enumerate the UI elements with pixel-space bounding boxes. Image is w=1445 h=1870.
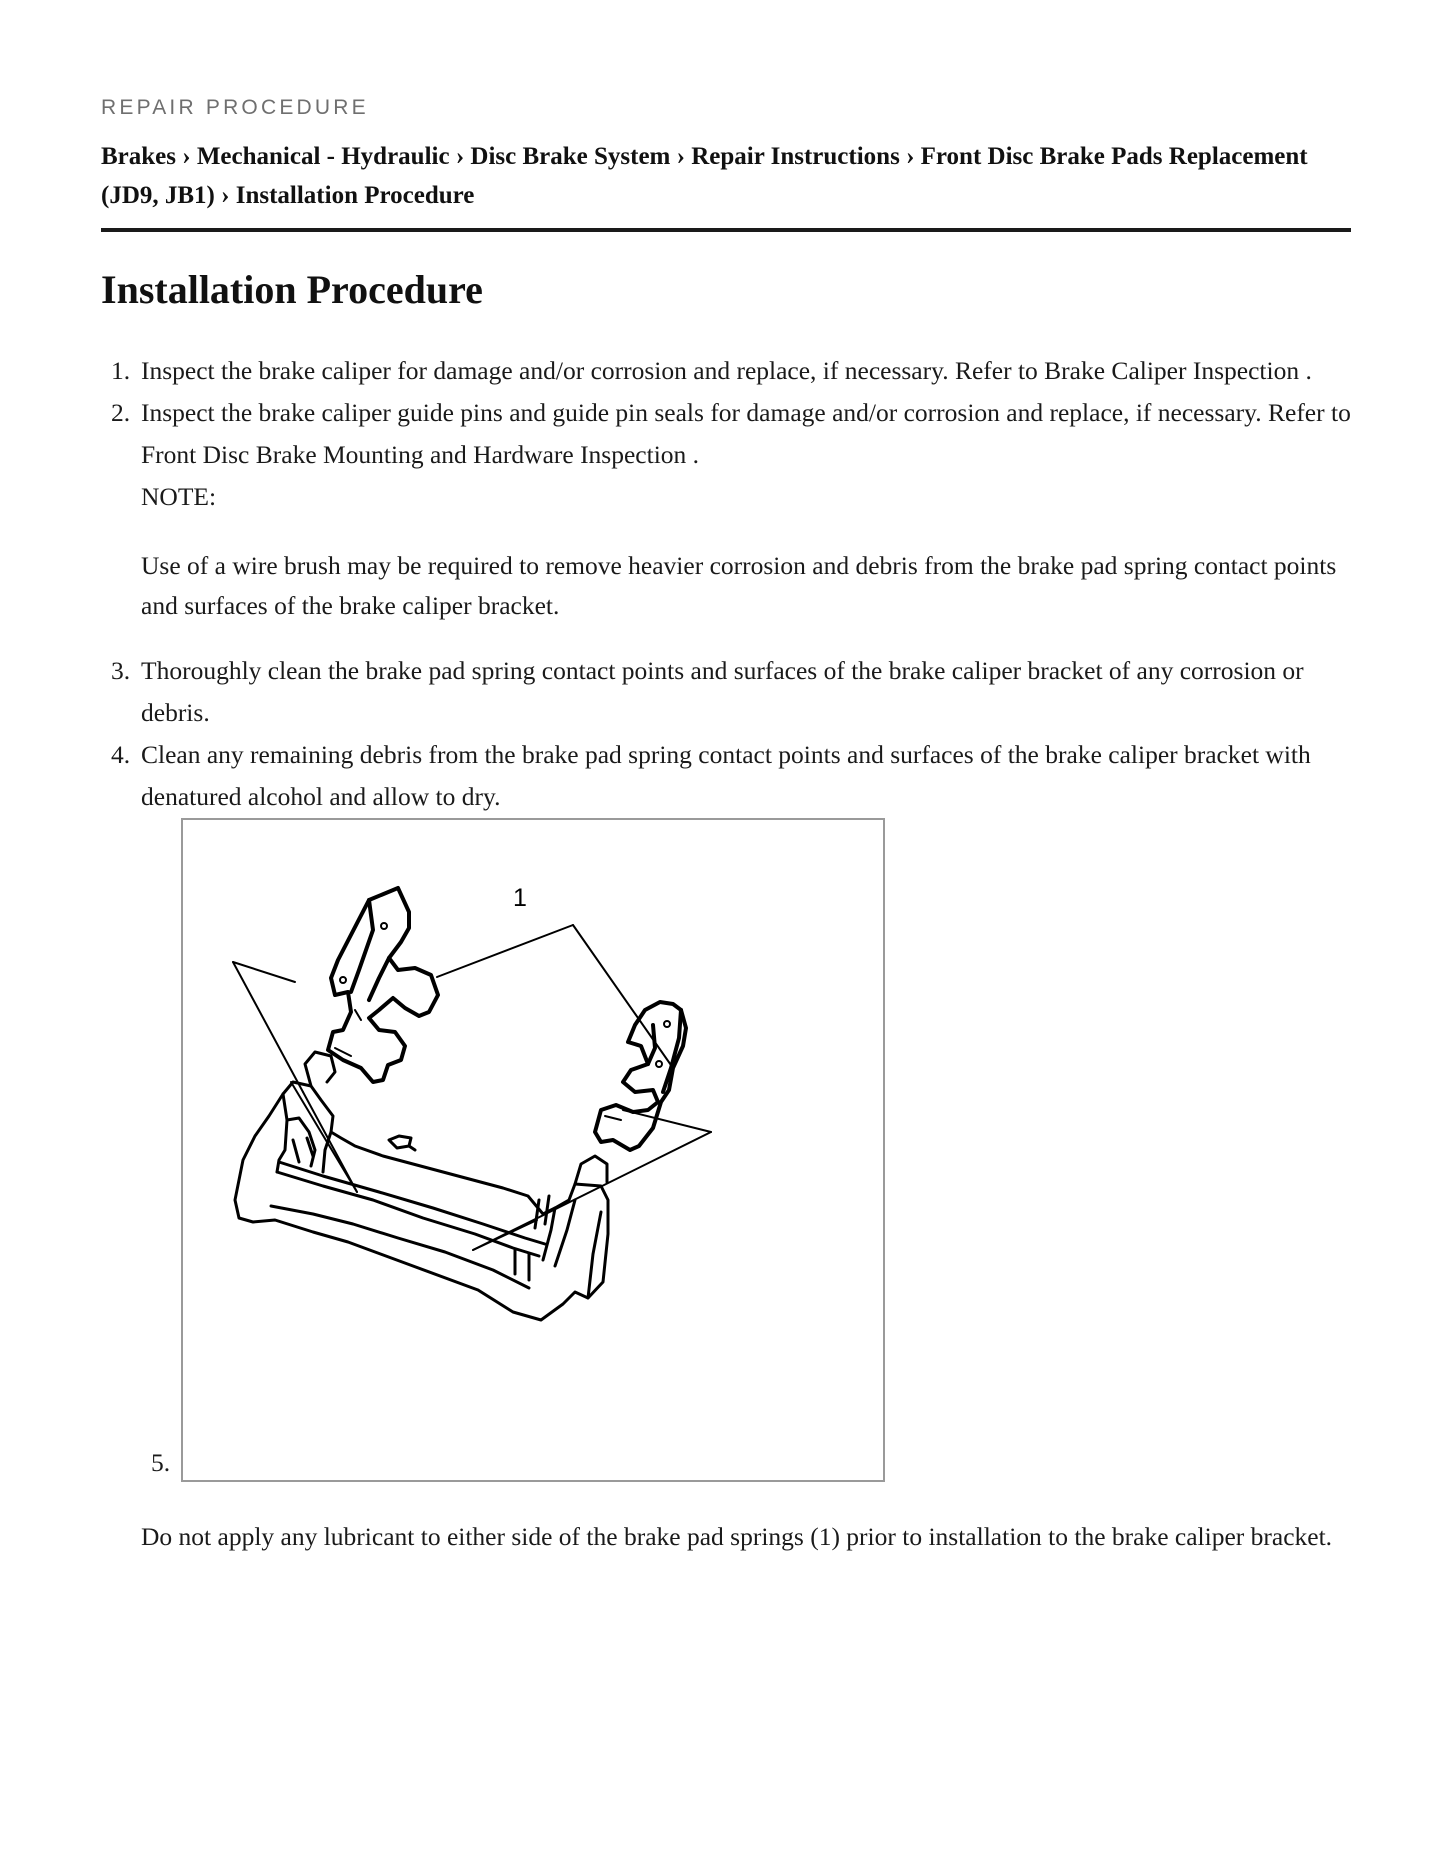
breadcrumb-item[interactable]: Front Disc Brake Pads Replacement (JD9, JB1) xyxy=(101,143,1308,209)
breadcrumb-item[interactable]: Brakes xyxy=(101,143,176,170)
breadcrumb xyxy=(101,137,1351,215)
step-text: Inspect the brake caliper guide pins and guide pin seals for damage and/or corrosion and replace, if necessary. Refer to Front Disc Brake Mounting and Hardware Inspection . xyxy=(141,398,1351,469)
brake-caliper-bracket-illustration-icon xyxy=(183,820,883,1480)
procedure-steps xyxy=(101,350,1351,1558)
breadcrumb-item[interactable]: Disc Brake System xyxy=(470,143,671,170)
breadcrumb-item[interactable]: Repair Instructions xyxy=(691,143,900,170)
section-label: REPAIR PROCEDURE xyxy=(101,96,369,119)
breadcrumb-separator: › xyxy=(221,182,236,209)
procedure-step xyxy=(101,818,1351,1558)
step-number: 4. xyxy=(111,740,131,769)
breadcrumb-separator: › xyxy=(182,143,197,170)
step-number: 2. xyxy=(111,398,131,427)
procedure-step xyxy=(101,350,1351,392)
breadcrumb-item-current: Installation Procedure xyxy=(235,182,475,209)
step-number: 1. xyxy=(111,356,131,385)
note-label: NOTE: xyxy=(141,482,217,511)
note-text: Use of a wire brush may be required to remove heavier corrosion and debris from the brake pad spring contact points and surfaces of the brake caliper bracket. xyxy=(141,551,1337,620)
figure-callout-label: 1 xyxy=(513,884,527,912)
breadcrumb-separator: › xyxy=(455,143,471,170)
breadcrumb-item[interactable]: Mechanical - Hydraulic xyxy=(196,143,450,170)
step-number: 5. xyxy=(151,1448,171,1477)
page-title: Installation Procedure xyxy=(101,267,483,312)
step-text: Inspect the brake caliper for damage and/or corrosion and replace, if necessary. Refer to Brake Caliper Inspection . xyxy=(141,356,1312,385)
breadcrumb-separator: › xyxy=(906,143,921,170)
breadcrumb-separator: › xyxy=(676,143,692,170)
step-number: 3. xyxy=(111,656,131,685)
header-divider xyxy=(101,228,1351,232)
step-text: Thoroughly clean the brake pad spring contact points and surfaces of the brake caliper bracket of any corrosion or debris. xyxy=(141,656,1304,727)
step-text: Do not apply any lubricant to either side of the brake pad springs (1) prior to installation to the brake caliper bracket. xyxy=(141,1522,1333,1551)
figure-container xyxy=(141,818,1351,1486)
procedure-step xyxy=(101,392,1351,626)
procedure-step xyxy=(101,734,1351,818)
brake-caliper-bracket-figure xyxy=(181,818,885,1482)
step-text: Clean any remaining debris from the brake pad spring contact points and surfaces of the brake caliper bracket with denatured alcohol and allow to dry. xyxy=(141,740,1311,811)
procedure-step xyxy=(101,650,1351,734)
